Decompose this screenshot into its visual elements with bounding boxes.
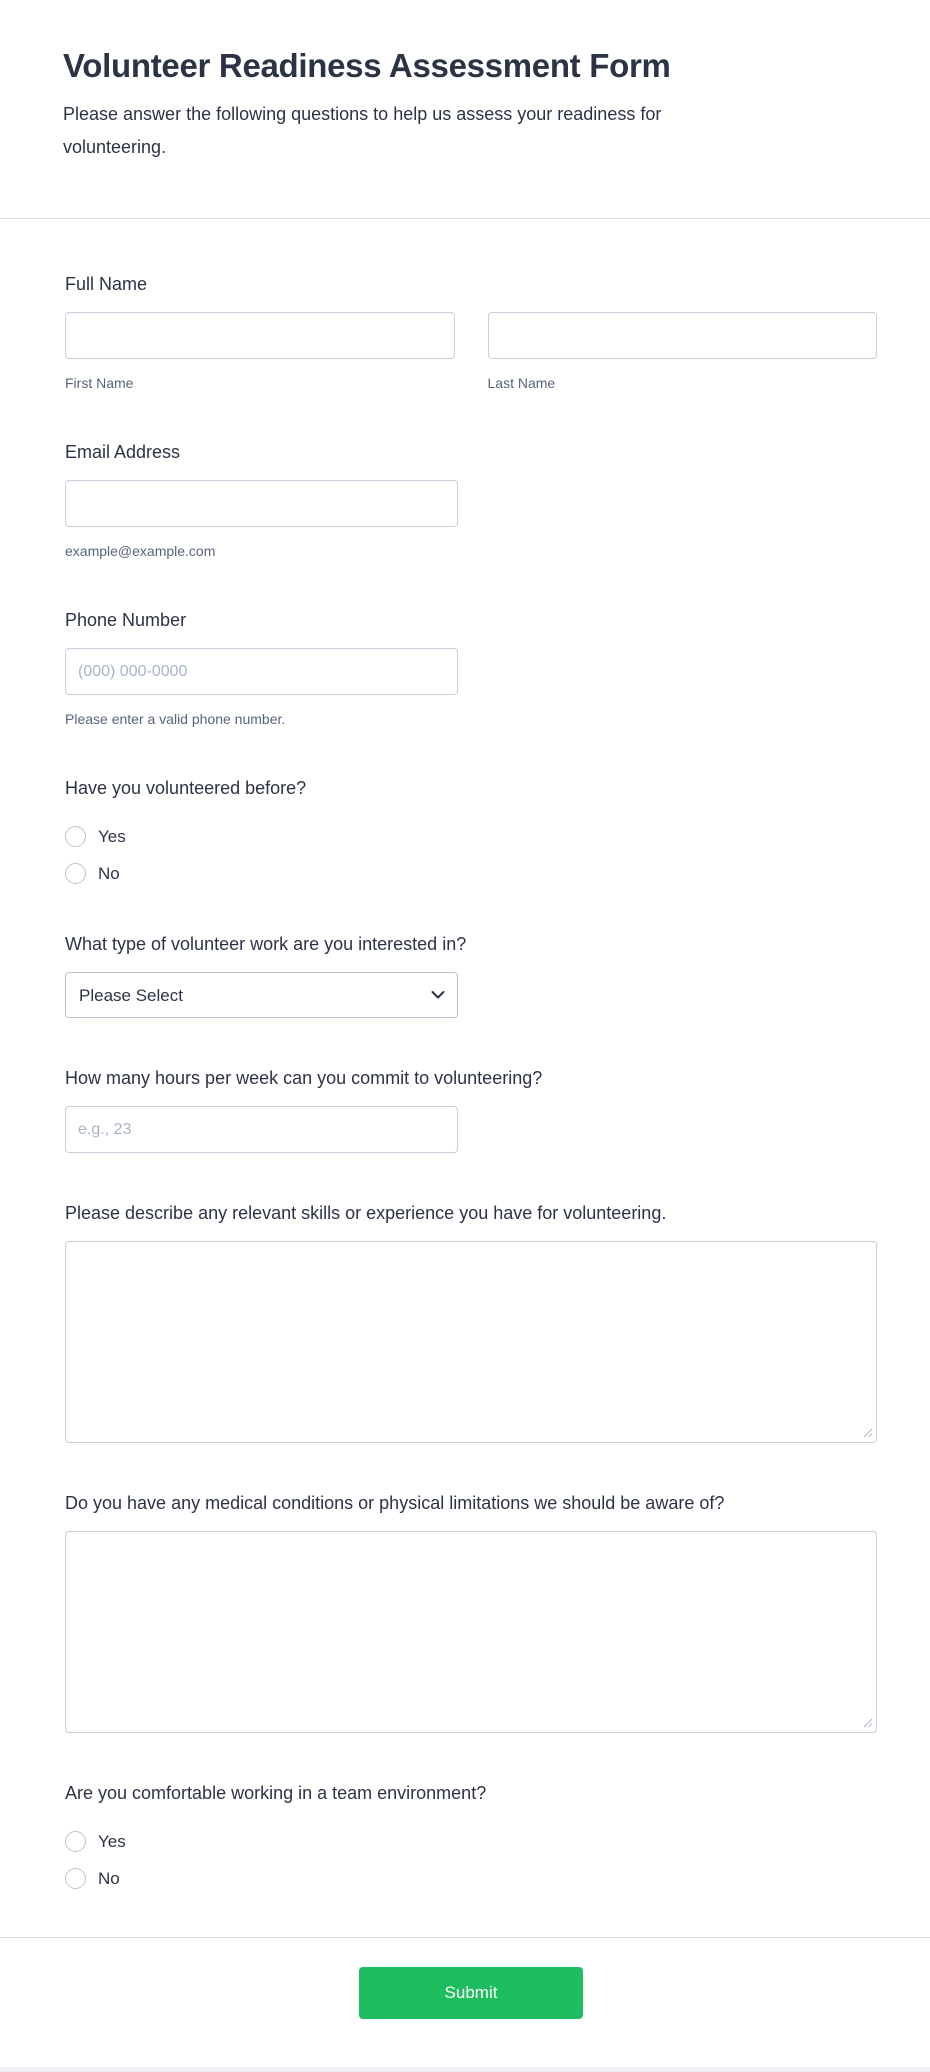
hours-input[interactable] — [65, 1106, 458, 1153]
question-volunteered-before — [65, 776, 877, 884]
submit-button[interactable]: Submit — [359, 1967, 583, 2019]
team-environment-no-radio[interactable] — [65, 1868, 86, 1889]
first-name-input[interactable] — [65, 312, 455, 359]
question-team-environment — [65, 1781, 877, 1889]
form-subtitle: Please answer the following questions to help us assess your readiness for volunteering. — [63, 104, 662, 157]
email-sublabel: example@example.com — [65, 543, 216, 559]
volunteered-before-option-no[interactable] — [65, 863, 120, 884]
form-header — [0, 0, 930, 218]
team-environment-yes-radio[interactable] — [65, 1831, 86, 1852]
first-name-sublabel: First Name — [65, 375, 134, 391]
phone-label: Phone Number — [65, 610, 187, 630]
medical-label: Do you have any medical conditions or physical limitations we should be aware of? — [65, 1493, 725, 1513]
volunteered-before-yes-label: Yes — [98, 827, 126, 846]
question-hours — [65, 1066, 877, 1153]
last-name-sublabel: Last Name — [487, 375, 556, 391]
email-label: Email Address — [65, 442, 181, 462]
footer-divider — [0, 1937, 930, 1938]
header-divider — [0, 218, 930, 219]
question-full-name — [65, 272, 877, 392]
volunteered-before-no-radio[interactable] — [65, 863, 86, 884]
volunteered-before-label: Have you volunteered before? — [65, 778, 307, 798]
page-title: Volunteer Readiness Assessment Form — [63, 47, 671, 84]
question-skills — [65, 1201, 877, 1443]
phone-sublabel: Please enter a valid phone number. — [65, 711, 286, 727]
submit-row — [0, 1967, 930, 2019]
team-environment-option-no[interactable] — [65, 1868, 120, 1889]
skills-textarea[interactable] — [65, 1241, 877, 1443]
team-environment-no-label: No — [98, 1869, 120, 1888]
hours-label: How many hours per week can you commit to volunteering? — [65, 1068, 543, 1088]
medical-textarea[interactable] — [65, 1531, 877, 1733]
volunteer-type-select[interactable] — [65, 972, 458, 1018]
volunteered-before-yes-radio[interactable] — [65, 826, 86, 847]
volunteered-before-no-label: No — [98, 864, 120, 883]
team-environment-option-yes[interactable] — [65, 1831, 126, 1852]
volunteer-type-label: What type of volunteer work are you interested in? — [65, 934, 467, 954]
question-phone — [65, 608, 877, 728]
volunteered-before-option-yes[interactable] — [65, 826, 126, 847]
form-body — [0, 272, 930, 1889]
skills-label: Please describe any relevant skills or experience you have for volunteering. — [65, 1203, 667, 1223]
team-environment-options — [65, 1831, 877, 1889]
question-email — [65, 440, 877, 560]
question-volunteer-type — [65, 932, 877, 1018]
phone-input[interactable] — [65, 648, 458, 695]
last-name-input[interactable] — [488, 312, 878, 359]
team-environment-yes-label: Yes — [98, 1832, 126, 1851]
volunteered-before-options — [65, 826, 877, 884]
question-medical — [65, 1491, 877, 1733]
email-input[interactable] — [65, 480, 458, 527]
team-environment-label: Are you comfortable working in a team environment? — [65, 1783, 487, 1803]
full-name-label: Full Name — [65, 274, 148, 294]
